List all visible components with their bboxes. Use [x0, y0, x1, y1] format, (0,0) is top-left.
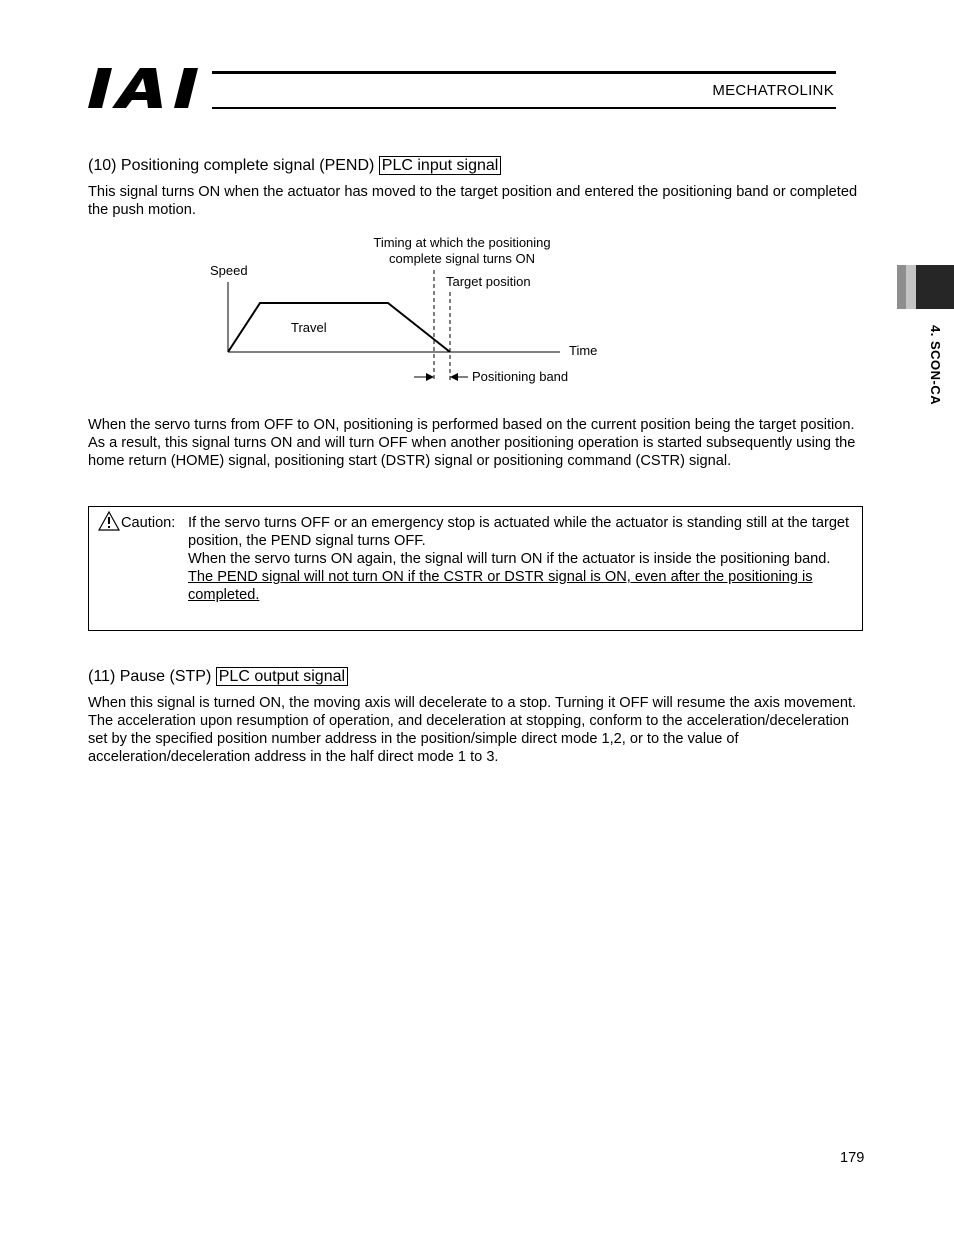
section-11-body [88, 694, 863, 766]
header-label: MECHATROLINK [712, 82, 834, 99]
section-11-title: (11) Pause (STP) [88, 668, 212, 685]
speed-axis-label: Speed [210, 263, 248, 278]
page-number: 179 [840, 1150, 865, 1166]
timing-label-line2: complete signal turns ON [389, 251, 535, 266]
travel-label: Travel [291, 320, 327, 335]
section-11-body-2: The acceleration upon resumption of operation, and deceleration at stopping, conform to the acceleration/deceleration set by the specified position number address in the position/simple direct mode 1,2, or to the value of acceleration/deceleration address in the half direct mode 1 to 3. [88, 713, 849, 765]
speed-profile [228, 303, 450, 352]
caution-line-1: If the servo turns OFF or an emergency stop is actuated while the actuator is standing still at the target position, the PEND signal turns OFF. [188, 515, 850, 549]
time-axis-label: Time [569, 343, 598, 358]
caution-text [188, 514, 856, 604]
servo-paragraph: When the servo turns from OFF to ON, positioning is performed based on the current position being the target position. As a result, this signal turns ON and will turn OFF when another positioning operation is started subsequently using the home return (HOME) signal, positioning start (DSTR) signal or positioning command (CSTR) signal. [88, 417, 856, 469]
target-position-label: Target position [446, 274, 531, 289]
warning-icon [98, 511, 120, 531]
header-rule-top [212, 71, 836, 74]
chapter-tab [897, 265, 954, 309]
caution-label: Caution: [121, 515, 176, 531]
section-11-heading [88, 668, 348, 686]
section-11-tag: PLC output signal [216, 667, 348, 686]
section-10-body: This signal turns ON when the actuator has moved to the target position and entered the positioning band or completed the push motion. [88, 184, 858, 218]
chapter-tab-label: 4. SCON-CA [928, 325, 943, 406]
section-10-heading [88, 157, 501, 175]
caution-line-3: The PEND signal will not turn ON if the CSTR or DSTR signal is ON, even after the positioning is completed. [188, 569, 813, 603]
iai-logo [88, 66, 210, 110]
section-10-tag: PLC input signal [379, 156, 502, 175]
section-11-body-1: When this signal is turned ON, the moving axis will decelerate to a stop. Turning it OFF will resume the axis movement. [88, 695, 857, 711]
pend-timing-diagram [200, 230, 620, 390]
section-10-title: (10) Positioning complete signal (PEND) [88, 157, 375, 174]
header-rule-bottom [212, 107, 836, 109]
timing-label-line1: Timing at which the positioning [373, 235, 551, 250]
positioning-band-label: Positioning band [472, 369, 569, 384]
caution-line-2: When the servo turns ON again, the signal will turn ON if the actuator is inside the positioning band. [188, 551, 831, 567]
